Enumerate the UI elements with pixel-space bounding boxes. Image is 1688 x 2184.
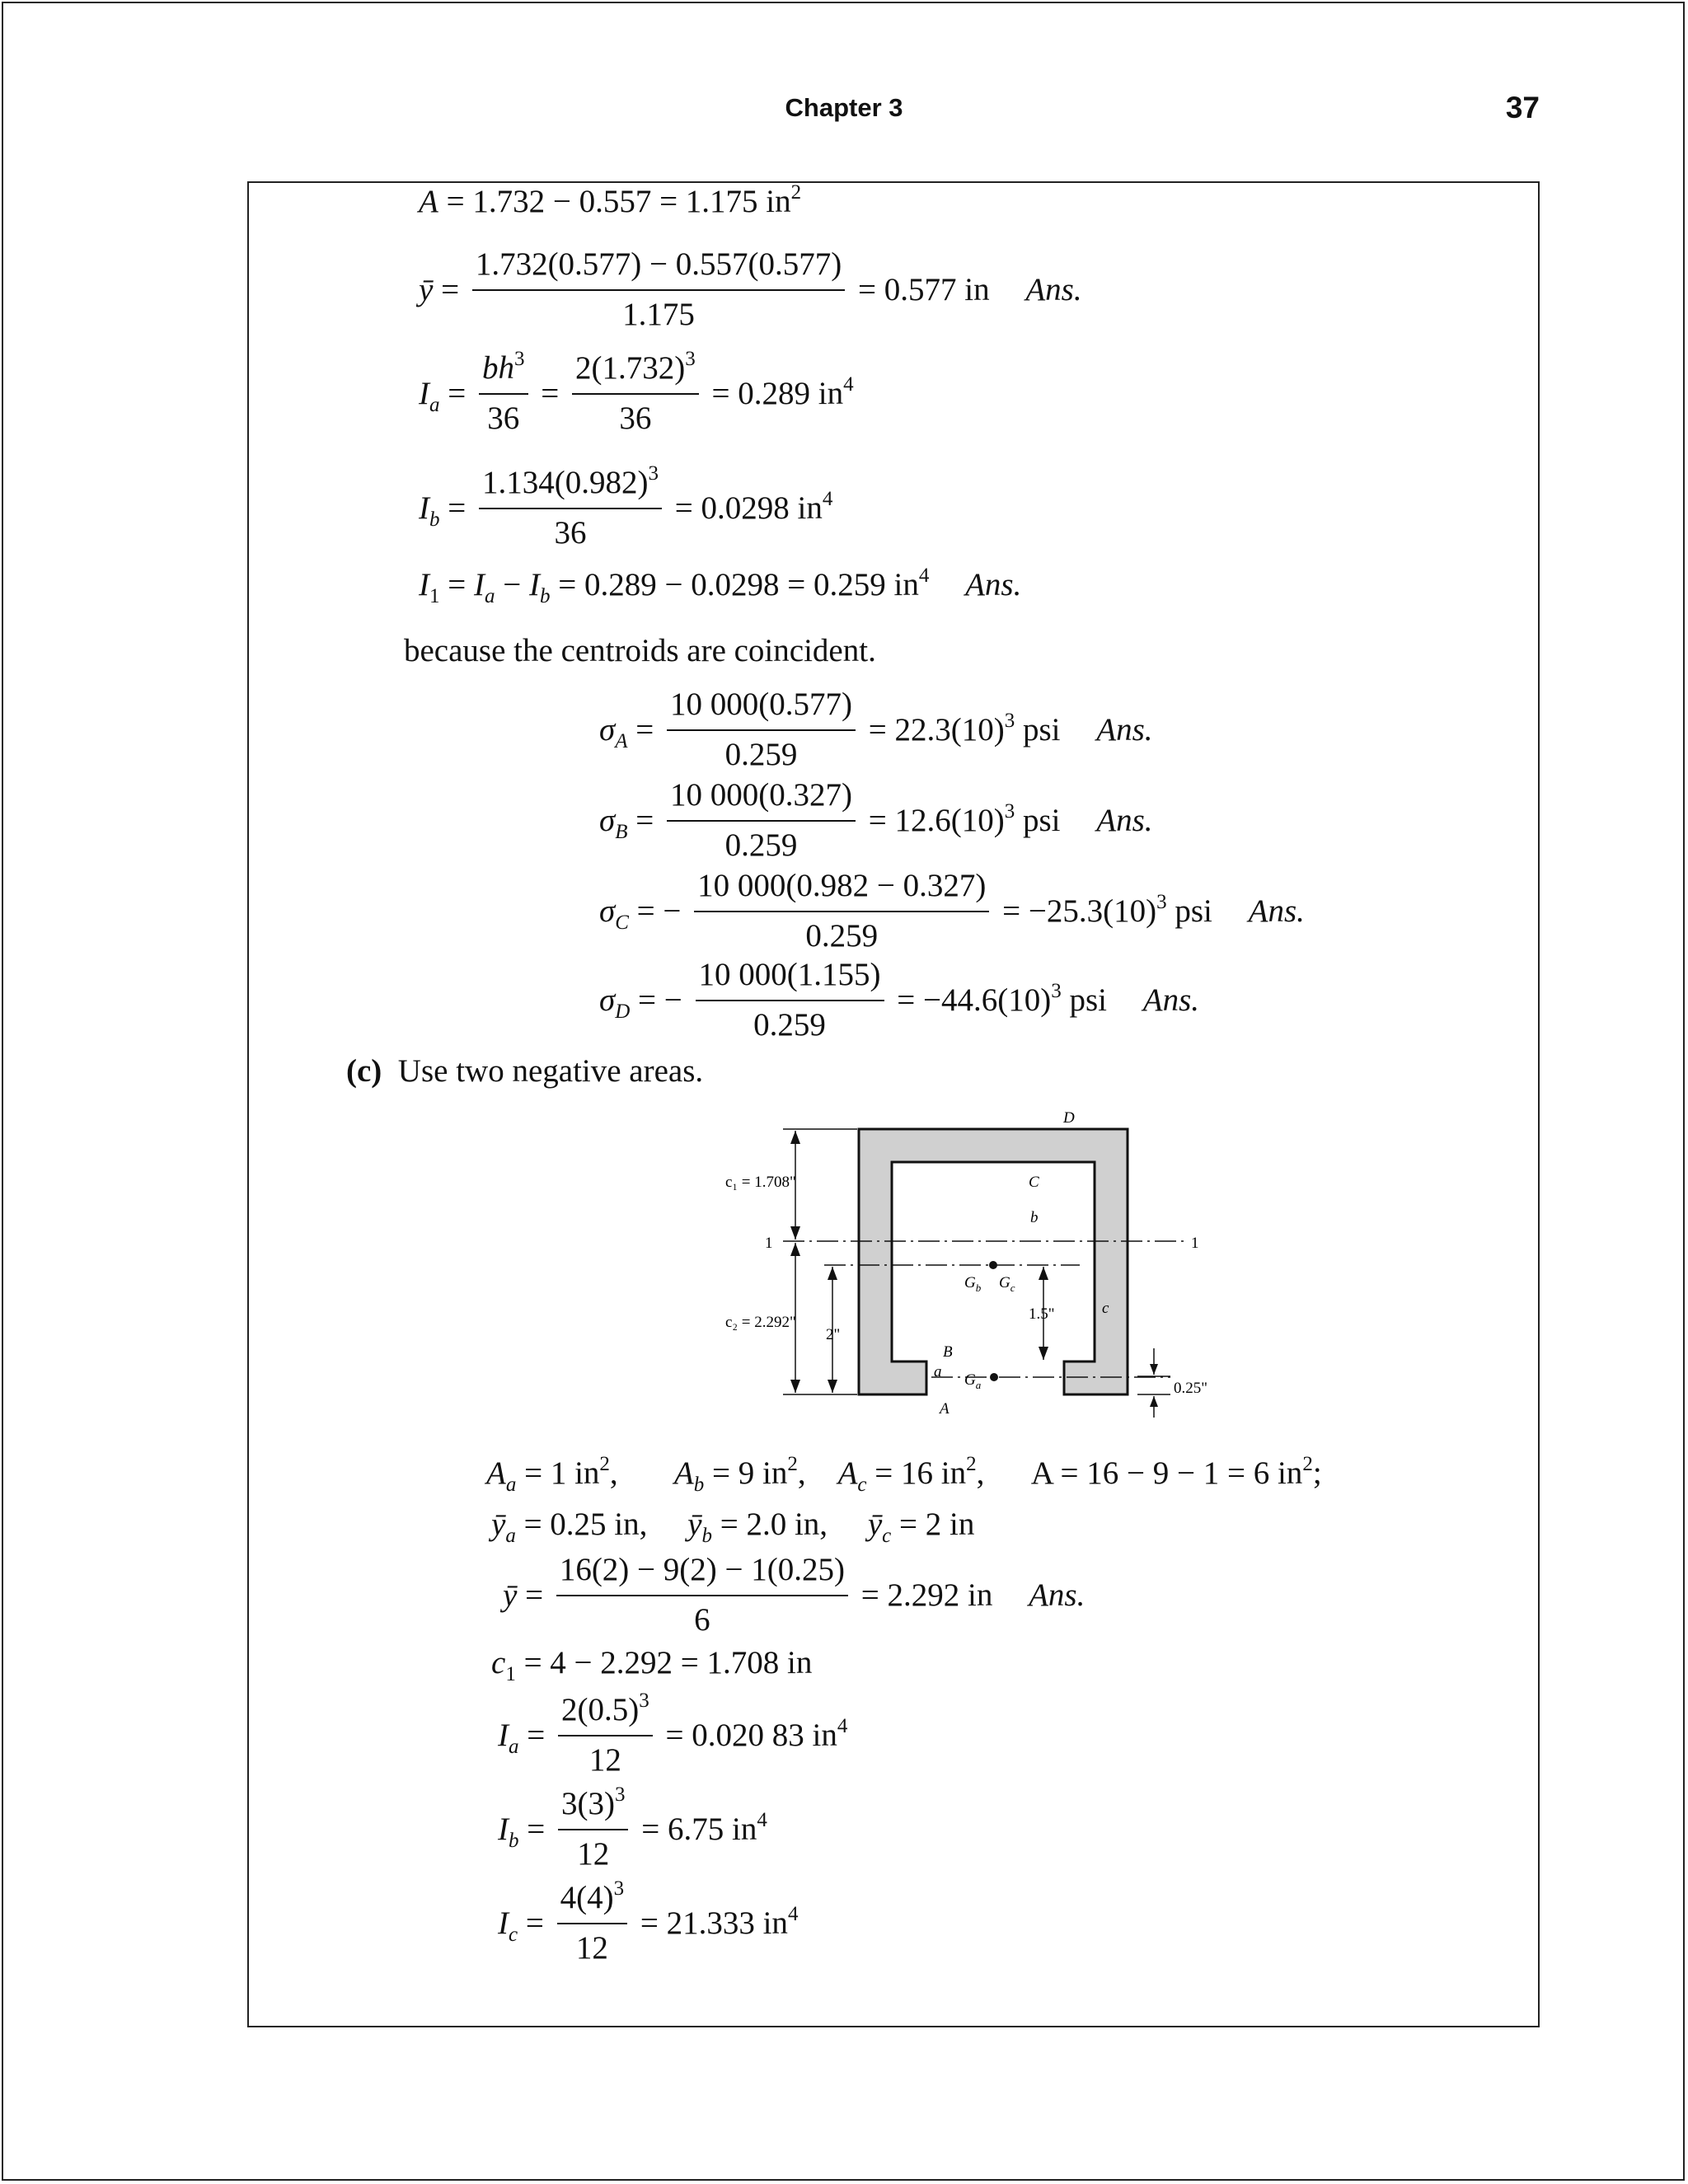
sigma-b-result: = 12.6(10): [868, 803, 1005, 839]
ybar-b: = 2.0 in,: [720, 1507, 828, 1542]
c-ia-denominator: 12: [588, 1741, 621, 1778]
sigma-c-equation: $\sigma_C$ = − $\frac{10 000(0.982 - 0.327)}{0.259}$ = $-25.3(10)^3$ psi Ans.: [599, 867, 1305, 956]
part-c-text: Use two negative areas.: [397, 1053, 704, 1089]
sigma-a-denominator: 0.259: [724, 736, 798, 772]
sigma-d-result: = −44.6(10): [897, 982, 1052, 1019]
c-ib-denominator: 12: [577, 1835, 610, 1872]
ib-equation: $I_b$ = $\frac{1.134(0.982)^3}{36}$ = 0.0298 $in^4$: [419, 464, 832, 553]
sigma-c-result: = −25.3(10): [1002, 893, 1157, 930]
c-ybar-equation: ȳ = $\frac{16(2) - 9(2) - 1(0.25)}{6}$ = 2.292 in Ans.: [503, 1551, 1085, 1640]
ans-label: Ans.: [1029, 1577, 1085, 1614]
axis-label-right: 1: [1191, 1235, 1199, 1252]
part-c-heading: [346, 1055, 703, 1087]
sigma-a-numerator: 10 000(0.577): [667, 686, 856, 731]
ib-denominator: 36: [554, 514, 587, 551]
c-ib-result: = 6.75 in: [641, 1811, 757, 1848]
ib-numerator: 1.134(0.982): [482, 465, 649, 500]
ans-label: Ans.: [1248, 893, 1305, 930]
ib-result: = 0.0298 in: [674, 490, 823, 527]
c-ic-denominator: 12: [575, 1929, 608, 1966]
centroid-point-ga: [990, 1373, 998, 1381]
page-number: 37: [1505, 91, 1540, 124]
area-b: = 9 in: [712, 1455, 788, 1491]
sigma-b-equation: $\sigma_B$ = $\frac{10 000(0.327)}{0.259}$ = $12.6(10)^3$ psi Ans.: [599, 776, 1153, 865]
c-ib-numerator: 3(3): [561, 1786, 615, 1821]
dimension-c2-label: c₂ = 2.292": [725, 1314, 796, 1331]
areas-line: $A_a = 1$ $in^2$, $A_b = 9$ $in^2$, $A_c = 16$ $in^2$, A = 16 − 9 − 1 = 6 $in^2$;: [486, 1452, 1322, 1496]
c-ic-equation: $I_c$ = $\frac{4(4)^3}{12}$ = 21.333 $in^4$: [498, 1879, 798, 1968]
label-gc: $G_c$: [999, 1274, 1015, 1294]
dimension-2in-label: 2": [826, 1326, 841, 1343]
area-c: = 16 in: [874, 1455, 967, 1491]
ans-label: Ans.: [1025, 272, 1082, 308]
ybar-denominator: 1.175: [622, 296, 695, 332]
channel-section-diagram: [692, 1104, 1220, 1426]
label-c-lower: c: [1102, 1300, 1109, 1317]
c-ic-result: = 21.333 in: [640, 1905, 788, 1942]
ia-numerator: bh: [482, 350, 514, 386]
c-ic-numerator: 4(4): [560, 1880, 614, 1915]
centroid-note: because the centroids are coincident.: [404, 633, 876, 668]
dimension-025-label: 0.25": [1174, 1380, 1208, 1397]
psi-unit: psi: [1175, 893, 1212, 930]
ia-result: = 0.289 in: [711, 376, 844, 412]
sigma-b-numerator: 10 000(0.327): [667, 776, 856, 822]
c-ybar-numerator: 16(2) − 9(2) − 1(0.25): [556, 1551, 848, 1596]
ans-label: Ans.: [1142, 982, 1200, 1019]
ybars-line: $ȳ_a = 0.25$ in, $ȳ_b = 2.0$ in, $ȳ_c = 2$ in: [491, 1507, 975, 1547]
ia-denominator-2: 36: [619, 400, 652, 436]
ia-equation: $I_a$ = $\frac{bh^3}{36}$ = $\frac{2(1.732)^3}{36}$ = 0.289 $in^4$: [419, 349, 854, 438]
sigma-d-equation: $\sigma_D$ = − $\frac{10 000(1.155)}{0.259}$ = $-44.6(10)^3$ psi Ans.: [599, 956, 1199, 1045]
dimension-025-arrows: [1150, 1364, 1158, 1407]
label-b-lower: b: [1030, 1209, 1039, 1226]
psi-unit: psi: [1022, 803, 1061, 839]
label-gb: $G_b$: [964, 1274, 982, 1294]
sigma-d-numerator: 10 000(1.155): [696, 956, 884, 1001]
label-a-lower: a: [934, 1363, 942, 1380]
ybar-result: = 0.577 in: [858, 272, 990, 308]
sigma-c-denominator: 0.259: [805, 917, 879, 954]
psi-unit: psi: [1022, 712, 1061, 748]
dimension-c1-label: c₁ = 1.708": [725, 1174, 796, 1191]
area-total: A = 16 − 9 − 1 = 6 in: [1030, 1455, 1303, 1491]
c1-result: = 4 − 2.292 = 1.708 in: [523, 1645, 813, 1680]
label-d: D: [1063, 1109, 1075, 1127]
ybar-numerator: 1.732(0.577) − 0.557(0.577): [472, 246, 845, 291]
sigma-a-equation: $\sigma_A$ = $\frac{10 000(0.577)}{0.259}$ = $22.3(10)^3$ psi Ans.: [599, 686, 1153, 775]
i1-equation: $I_1 = I_a - I_b = 0.289 - 0.0298 = 0.259$ $in^4$ Ans.: [419, 564, 1022, 607]
c-ybar-denominator: 6: [694, 1601, 710, 1638]
ybar-c: = 2 in: [898, 1507, 975, 1542]
area-a: = 1 in: [524, 1455, 600, 1491]
label-ga: $G_a$: [964, 1371, 982, 1391]
ans-label: Ans.: [1096, 803, 1153, 839]
label-c-upper: C: [1029, 1174, 1039, 1191]
c-ia-result: = 0.020 83 in: [665, 1718, 837, 1754]
centroid-point-gb: [989, 1261, 997, 1269]
ia-numerator-2: 2(1.732): [575, 350, 686, 386]
axis-label-left: 1: [765, 1235, 773, 1252]
ia-denominator: 36: [487, 400, 520, 436]
ans-label: Ans.: [965, 567, 1022, 602]
i1-result: = 0.289 − 0.0298 = 0.259 in: [558, 567, 919, 602]
sigma-c-numerator: 10 000(0.982 − 0.327): [694, 867, 989, 912]
sigma-a-result: = 22.3(10): [868, 712, 1005, 748]
dimension-15-label: 1.5": [1029, 1305, 1055, 1323]
ybar-equation: ȳ = $\frac{1.732(0.577) - 0.557(0.577)}{1.175}$ = 0.577 in Ans.: [419, 246, 1082, 335]
c-ybar-result: = 2.292 in: [860, 1577, 993, 1614]
ans-label: Ans.: [1096, 712, 1153, 748]
ybar-a: = 0.25 in,: [523, 1507, 648, 1542]
label-a-upper: A: [940, 1400, 950, 1418]
part-c-label: (c): [346, 1053, 382, 1089]
sigma-b-denominator: 0.259: [724, 827, 798, 863]
sigma-d-denominator: 0.259: [753, 1006, 826, 1043]
chapter-heading: Chapter 3: [785, 93, 903, 122]
area-equation: A = 1.732 − 0.557 = 1.175 $in^2$: [419, 180, 802, 219]
c-ia-equation: $I_a$ = $\frac{2(0.5)^3}{12}$ = 0.020 83 $in^4$: [498, 1691, 847, 1780]
c-ia-numerator: 2(0.5): [561, 1692, 640, 1727]
c1-equation: $c_1 = 4 - 2.292 = 1.708$ in: [491, 1645, 813, 1685]
label-b-upper: B: [943, 1343, 953, 1361]
psi-unit: psi: [1069, 982, 1108, 1019]
c-ib-equation: $I_b$ = $\frac{3(3)^3}{12}$ = 6.75 $in^4$: [498, 1785, 767, 1874]
